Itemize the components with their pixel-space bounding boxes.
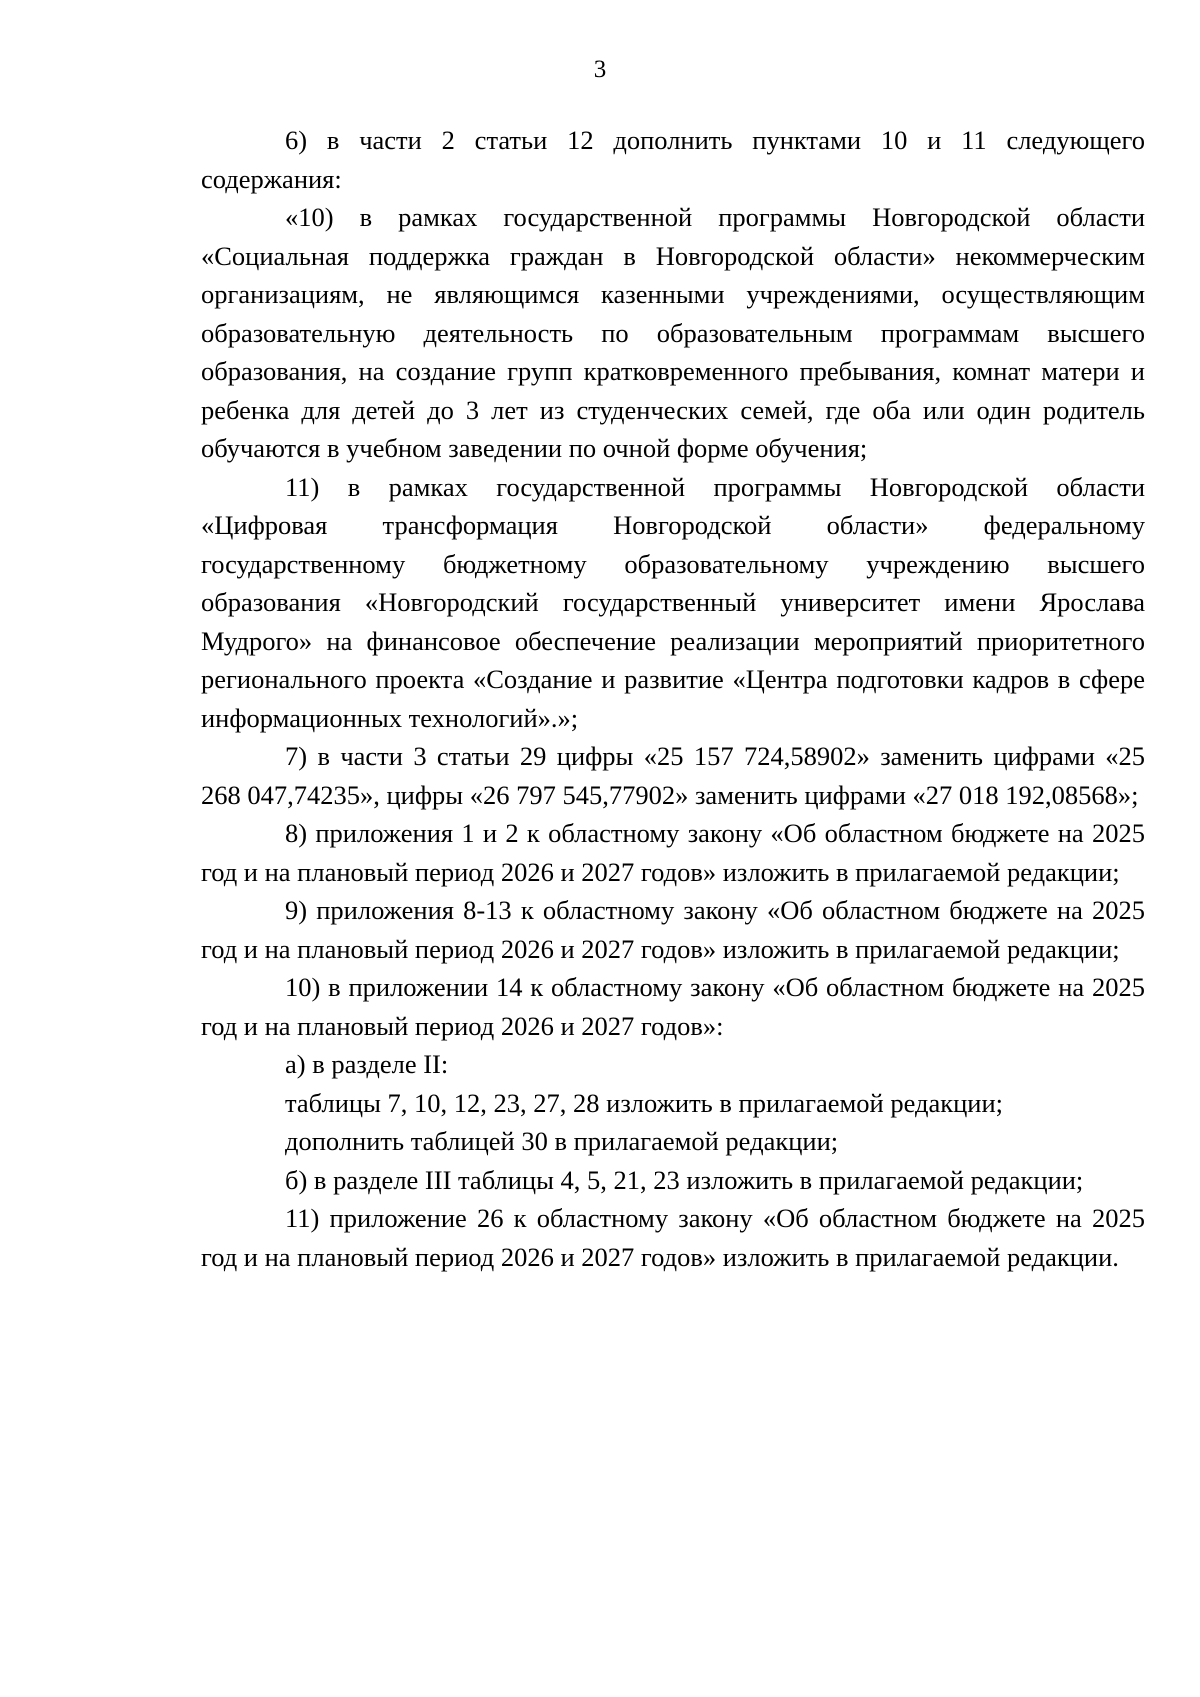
page-number: 3 [593,56,607,83]
paragraph-section-3: б) в разделе III таблицы 4, 5, 21, 23 изложить в прилагаемой редакции; [285,1164,1084,1195]
paragraph-amend-article-12: 6) в части 2 статьи 12 дополнить пунктами 10 и 11 следующего содержания: [201,125,1145,194]
paragraph-amend-article-29: 7) в части 3 статьи 29 цифры «25 157 724,58902» заменить цифрами «25 268 047,74235», цифры «26 797 545,77902» заменить цифрами «27 018 192,08568»; [201,741,1145,810]
paragraph-item-11: 11) в рамках государственной программы Новгородской области «Цифровая трансформация Новгородской области» федеральному государственному бюджетному образовательному учреждению высшего образования «Новгородский государственный университет имени Ярослава Мудрого» на финансовое обеспечение реализации мероприятий приоритетного регионального проекта «Создание и развитие «Центра подготовки кадров в сфере информационных технологий».»; [201,471,1145,733]
paragraph-appendices-8-13: 9) приложения 8-13 к областному закону «Об областном бюджете на 2025 год и на плановый период 2026 и 2027 годов» изложить в прилагаемой редакции; [201,895,1145,964]
paragraph-appendices-1-2: 8) приложения 1 и 2 к областному закону «Об областном бюджете на 2025 год и на плановый период 2026 и 2027 годов» изложить в прилагаемой редакции; [201,818,1145,887]
paragraph-appendix-26: 11) приложение 26 к областному закону «Об областном бюджете на 2025 год и на плановый период 2026 и 2027 годов» изложить в прилагаемой редакции. [201,1203,1145,1272]
paragraph-section-2-tables: таблицы 7, 10, 12, 23, 27, 28 изложить в прилагаемой редакции; [285,1087,1004,1118]
paragraph-item-10: «10) в рамках государственной программы Новгородской области «Социальная поддержка граждан в Новгородской области» некоммерческим организациям, не являющимся казенными учреждениями, осуществляющим образовательную деятельность по образовательным программам высшего образования, на создание групп кратковременного пребывания, комнат матери и ребенка для детей до 3 лет из студенческих семей, где оба или один родитель обучаются в учебном заведении по очной форме обучения; [201,202,1145,463]
paragraph-section-2: а) в разделе II: [285,1049,449,1079]
document-body [201,121,1145,1276]
paragraph-appendix-14: 10) в приложении 14 к областному закону «Об областном бюджете на 2025 год и на плановый период 2026 и 2027 годов»: [201,972,1145,1041]
paragraph-section-2-table-30: дополнить таблицей 30 в прилагаемой редакции; [285,1126,839,1156]
